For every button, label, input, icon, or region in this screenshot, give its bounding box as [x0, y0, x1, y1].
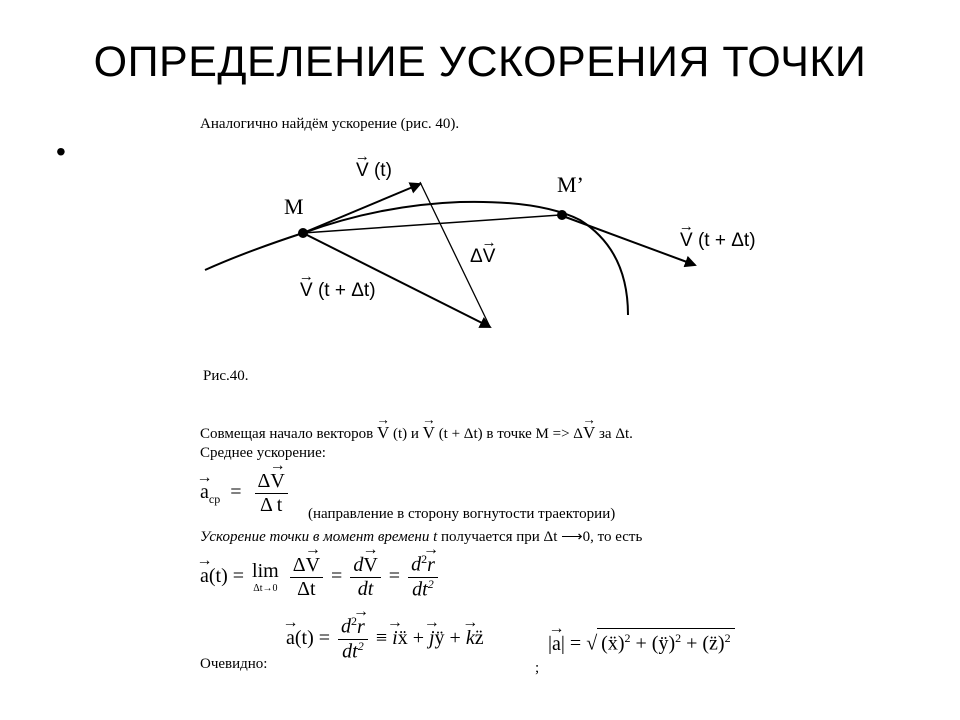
- point-m-prime-label: M’: [557, 172, 584, 197]
- point-m-dot: [298, 228, 308, 238]
- avg-accel-formula: → $a_{ср}$ = $\frac{\Delta\to V}{\text{Δ t}}$: [200, 470, 291, 517]
- vector-v-t-dt: [560, 215, 695, 265]
- avg-accel-label: Среднее ускорение:: [200, 445, 326, 461]
- slide-title: ОПРЕДЕЛЕНИЕ УСКОРЕНИЯ ТОЧКИ: [93, 38, 867, 86]
- intro-text: Аналогично найдём ускорение (рис. 40).: [200, 116, 460, 132]
- direction-note: (направление в сторону вогнутости траектории): [308, 506, 616, 522]
- limit-formula: → a(t) = lim Δt→0 $\frac{\Delta\to V}{\Delta t}$ = $\frac{d\to V}{dt}$ = $\frac{d^2\to r}{dt^2}$: [200, 553, 441, 601]
- point-m-label: M: [284, 194, 304, 219]
- point-m-prime-dot: [557, 210, 567, 220]
- label-v-t: → V (t): [356, 160, 392, 182]
- semicolon: ;: [535, 660, 540, 676]
- magnitude-formula: |→ a| = √ (ẍ)$^2$ + (ÿ)$^2$ + (z̈)$^2$: [548, 628, 735, 656]
- components-formula: → a(t) = $\frac{d^2\to r}{dt^2}$ ≡ → iẍ + → jÿ + → kz̈: [286, 615, 484, 663]
- bullet-marker: •: [56, 136, 66, 167]
- instant-accel-text: Ускорение точки в момент времени t получается при Δt ⟶0, то есть: [200, 529, 643, 545]
- label-v-t-dt-right: → V (t + Δt): [680, 230, 756, 252]
- figure-caption: Рис.40.: [203, 368, 249, 384]
- combine-line: Совмещая начало векторов → V (t) и → V (t + Δt) в точке М => Δ→ V за Δt.: [200, 423, 633, 443]
- label-v-t-dt-left: → V (t + Δt): [300, 280, 376, 302]
- obviously-label: Очевидно:: [200, 656, 268, 672]
- label-delta-v: Δ→ V: [470, 246, 495, 268]
